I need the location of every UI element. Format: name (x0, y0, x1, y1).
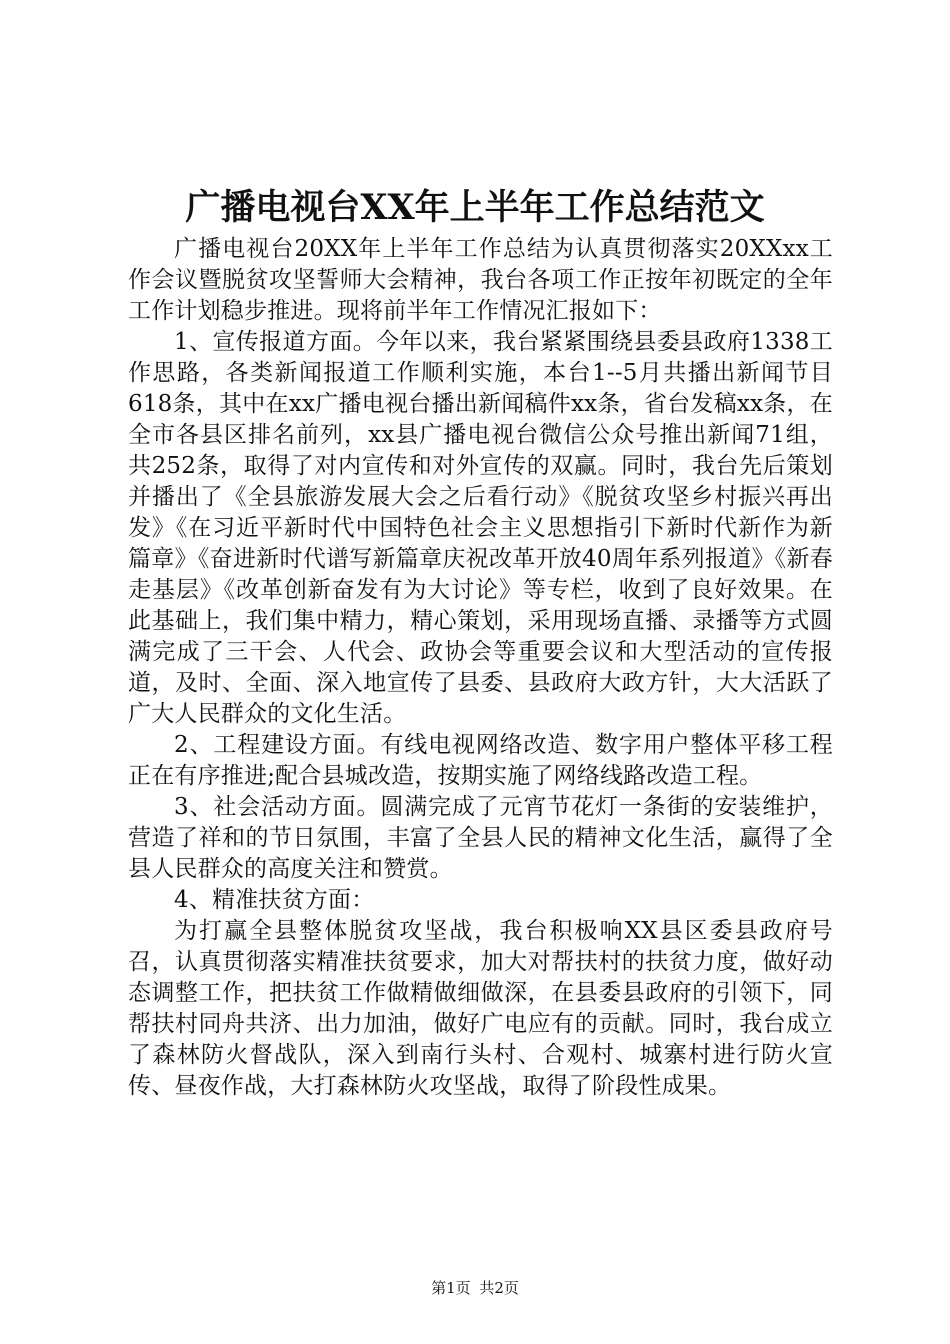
page-footer (0, 1278, 950, 1298)
page-number: 第1页 (431, 1279, 471, 1297)
document-title: 广播电视台XX年上半年工作总结范文 (185, 187, 765, 228)
paragraph-poverty-body: 为打赢全县整体脱贫攻坚战，我台积极响XX县区委县政府号召，认真贯彻落实精准扶贫要求，加大对帮扶村的扶贫力度，做好动态调整工作，把扶贫工作做精做细做深，在县委县政府的引领下，同帮扶村同舟共济、出力加油，做好广电应有的贡献。同时，我台成立了森林防火督战队，深入到南行头村、合观村、城寨村进行防火宣传、昼夜作战，大打森林防火攻坚战，取得了阶段性成果。 (128, 918, 833, 1099)
paragraph-poverty-heading: 4、精准扶贫方面： (174, 887, 375, 913)
paragraph-publicity: 1、宣传报道方面。今年以来，我台紧紧围绕县委县政府1338工作思路，各类新闻报道工作顺利实施，本台1--5月共播出新闻节目618条，其中在xx广播电视台播出新闻稿件xx条，省台发稿xx条，在全市各县区排名前列，xx县广播电视台微信公众号推出新闻71组，共252条，取得了对内宣传和对外宣传的双赢。同时，我台先后策划并播出了《全县旅游发展大会之后看行动》《脱贫攻坚乡村振兴再出发》《在习近平新时代中国特色社会主义思想指引下新时代新作为新篇章》《奋进新时代谱写新篇章庆祝改革开放40周年系列报道》《新春走基层》《改革创新奋发有为大讨论》等专栏，收到了良好效果。在此基础上，我们集中精力，精心策划，采用现场直播、录播等方式圆满完成了三干会、人代会、政协会等重要会议和大型活动的宣传报道，及时、全面、深入地宣传了县委、县政府大政方针，大大活跃了广大人民群众的文化生活。 (128, 329, 833, 727)
paragraph-social-activities: 3、社会活动方面。圆满完成了元宵节花灯一条街的安装维护，营造了祥和的节日氛围，丰富了全县人民的精神文化生活，赢得了全县人民群众的高度关注和赞赏。 (128, 794, 833, 882)
paragraph-intro: 广播电视台20XX年上半年工作总结为认真贯彻落实20XXxx工作会议暨脱贫攻坚誓师大会精神，我台各项工作正按年初既定的全年工作计划稳步推进。现将前半年工作情况汇报如下： (128, 236, 833, 324)
paragraph-engineering: 2、工程建设方面。有线电视网络改造、数字用户整体平移工程正在有序推进;配合县城改造，按期实施了网络线路改造工程。 (128, 732, 833, 789)
document-body (128, 234, 833, 1102)
page-total: 共2页 (479, 1279, 519, 1297)
